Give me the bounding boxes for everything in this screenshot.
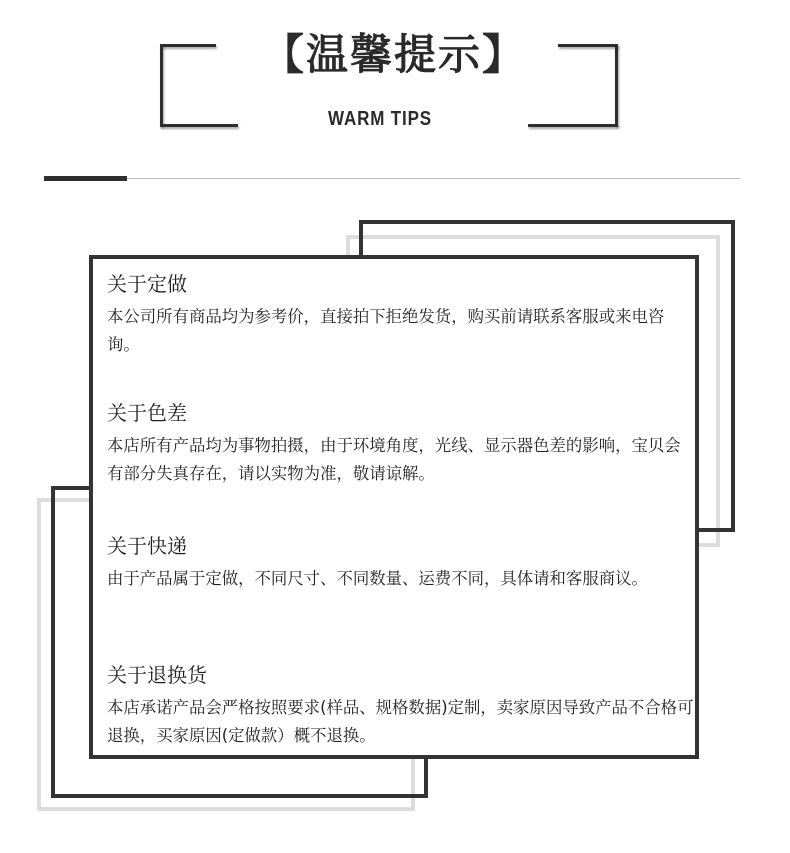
- section-shipping: [107, 531, 697, 593]
- section-custom: [107, 269, 697, 359]
- divider: [44, 178, 740, 179]
- bracket-right-bottom: [528, 124, 618, 127]
- section-body: 本公司所有商品均为参考价，直接拍下拒绝发货，购买前请联系客服或来电咨询。: [107, 307, 665, 354]
- page-title: 【温馨提示】: [262, 30, 527, 79]
- section-body: 本店所有产品均为事物拍摄，由于环境角度，光线、显示器色差的影响，宝贝会有部分失真存在，请以实物为准，敬请谅解。: [107, 436, 681, 483]
- tips-panel: [89, 255, 699, 759]
- bracket-left-top: [160, 44, 216, 47]
- divider-accent: [44, 176, 127, 181]
- page-subtitle: WARM TIPS: [328, 108, 432, 130]
- section-body: 由于产品属于定做，不同尺寸、不同数量、运费不同，具体请和客服商议。: [107, 569, 648, 588]
- section-returns: [107, 660, 697, 750]
- section-heading: 关于退换货: [107, 663, 207, 687]
- bracket-right-side: [615, 44, 618, 126]
- section-heading: 关于快递: [107, 534, 187, 558]
- bracket-right-top: [558, 44, 618, 47]
- bracket-left-side: [160, 44, 163, 126]
- section-heading: 关于定做: [107, 272, 187, 296]
- section-color: [107, 398, 697, 488]
- section-heading: 关于色差: [107, 401, 187, 425]
- section-body: 本店承诺产品会严格按照要求(样品、规格数据)定制，卖家原因导致产品不合格可退换，买家原因(定做款）概不退换。: [107, 698, 694, 745]
- bracket-left-bottom: [160, 124, 238, 127]
